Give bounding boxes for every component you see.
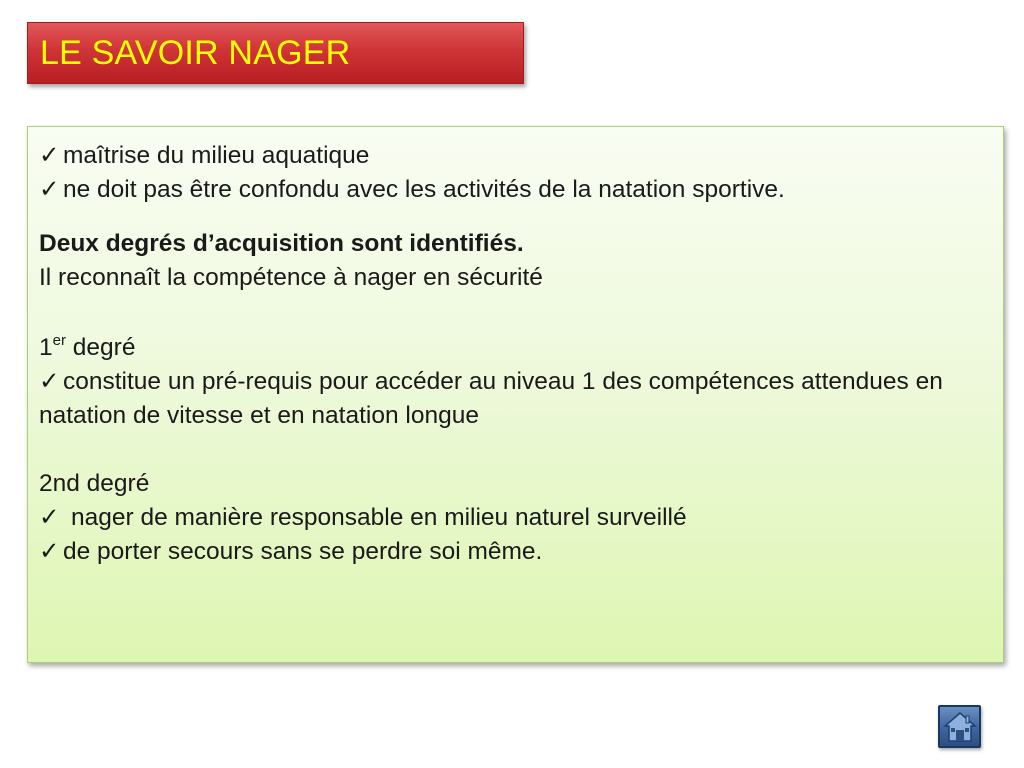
title-box — [27, 22, 524, 84]
checkmark-icon: ✓ — [39, 176, 60, 203]
degree2-item-rescue-text: de porter secours sans se perdre soi même. — [63, 538, 543, 565]
degree1-word: degré — [65, 334, 136, 361]
degree2-item-supervised-text: nager de manière responsable en milieu naturel surveillé — [71, 504, 687, 531]
bullet-mastery-text: maîtrise du milieu aquatique — [63, 142, 370, 169]
spacer — [39, 433, 993, 467]
bullet-not-sport — [39, 173, 993, 207]
content-box — [27, 126, 1004, 663]
spacer — [39, 207, 993, 227]
home-icon — [942, 710, 978, 744]
slide-title: LE SAVOIR NAGER — [40, 33, 351, 72]
bullet-mastery — [39, 139, 993, 173]
degree2-item-rescue — [39, 535, 993, 569]
degree1-number: 1 — [39, 334, 53, 361]
degree2-label: 2nd degré — [39, 470, 150, 497]
degree1-label — [39, 331, 993, 365]
spacer — [39, 295, 993, 331]
home-button[interactable] — [938, 705, 981, 748]
degree2-item-supervised — [39, 501, 993, 535]
section-heading: Deux degrés d’acquisition sont identifiés. — [39, 230, 524, 257]
checkmark-icon: ✓ — [39, 368, 60, 395]
degree1-item — [39, 365, 993, 433]
degree1-item-text: constitue un pré-requis pour accéder au niveau 1 des compétences attendues en natation de vitesse et en natation longue — [39, 368, 943, 429]
checkmark-icon: ✓ — [39, 504, 60, 531]
bullet-not-sport-text: ne doit pas être confondu avec les activités de la natation sportive. — [63, 176, 785, 203]
degree1-sup: er — [52, 332, 66, 349]
checkmark-icon: ✓ — [39, 538, 60, 565]
section-intro: Il reconnaît la compétence à nager en sécurité — [39, 264, 543, 291]
checkmark-icon: ✓ — [39, 142, 60, 169]
